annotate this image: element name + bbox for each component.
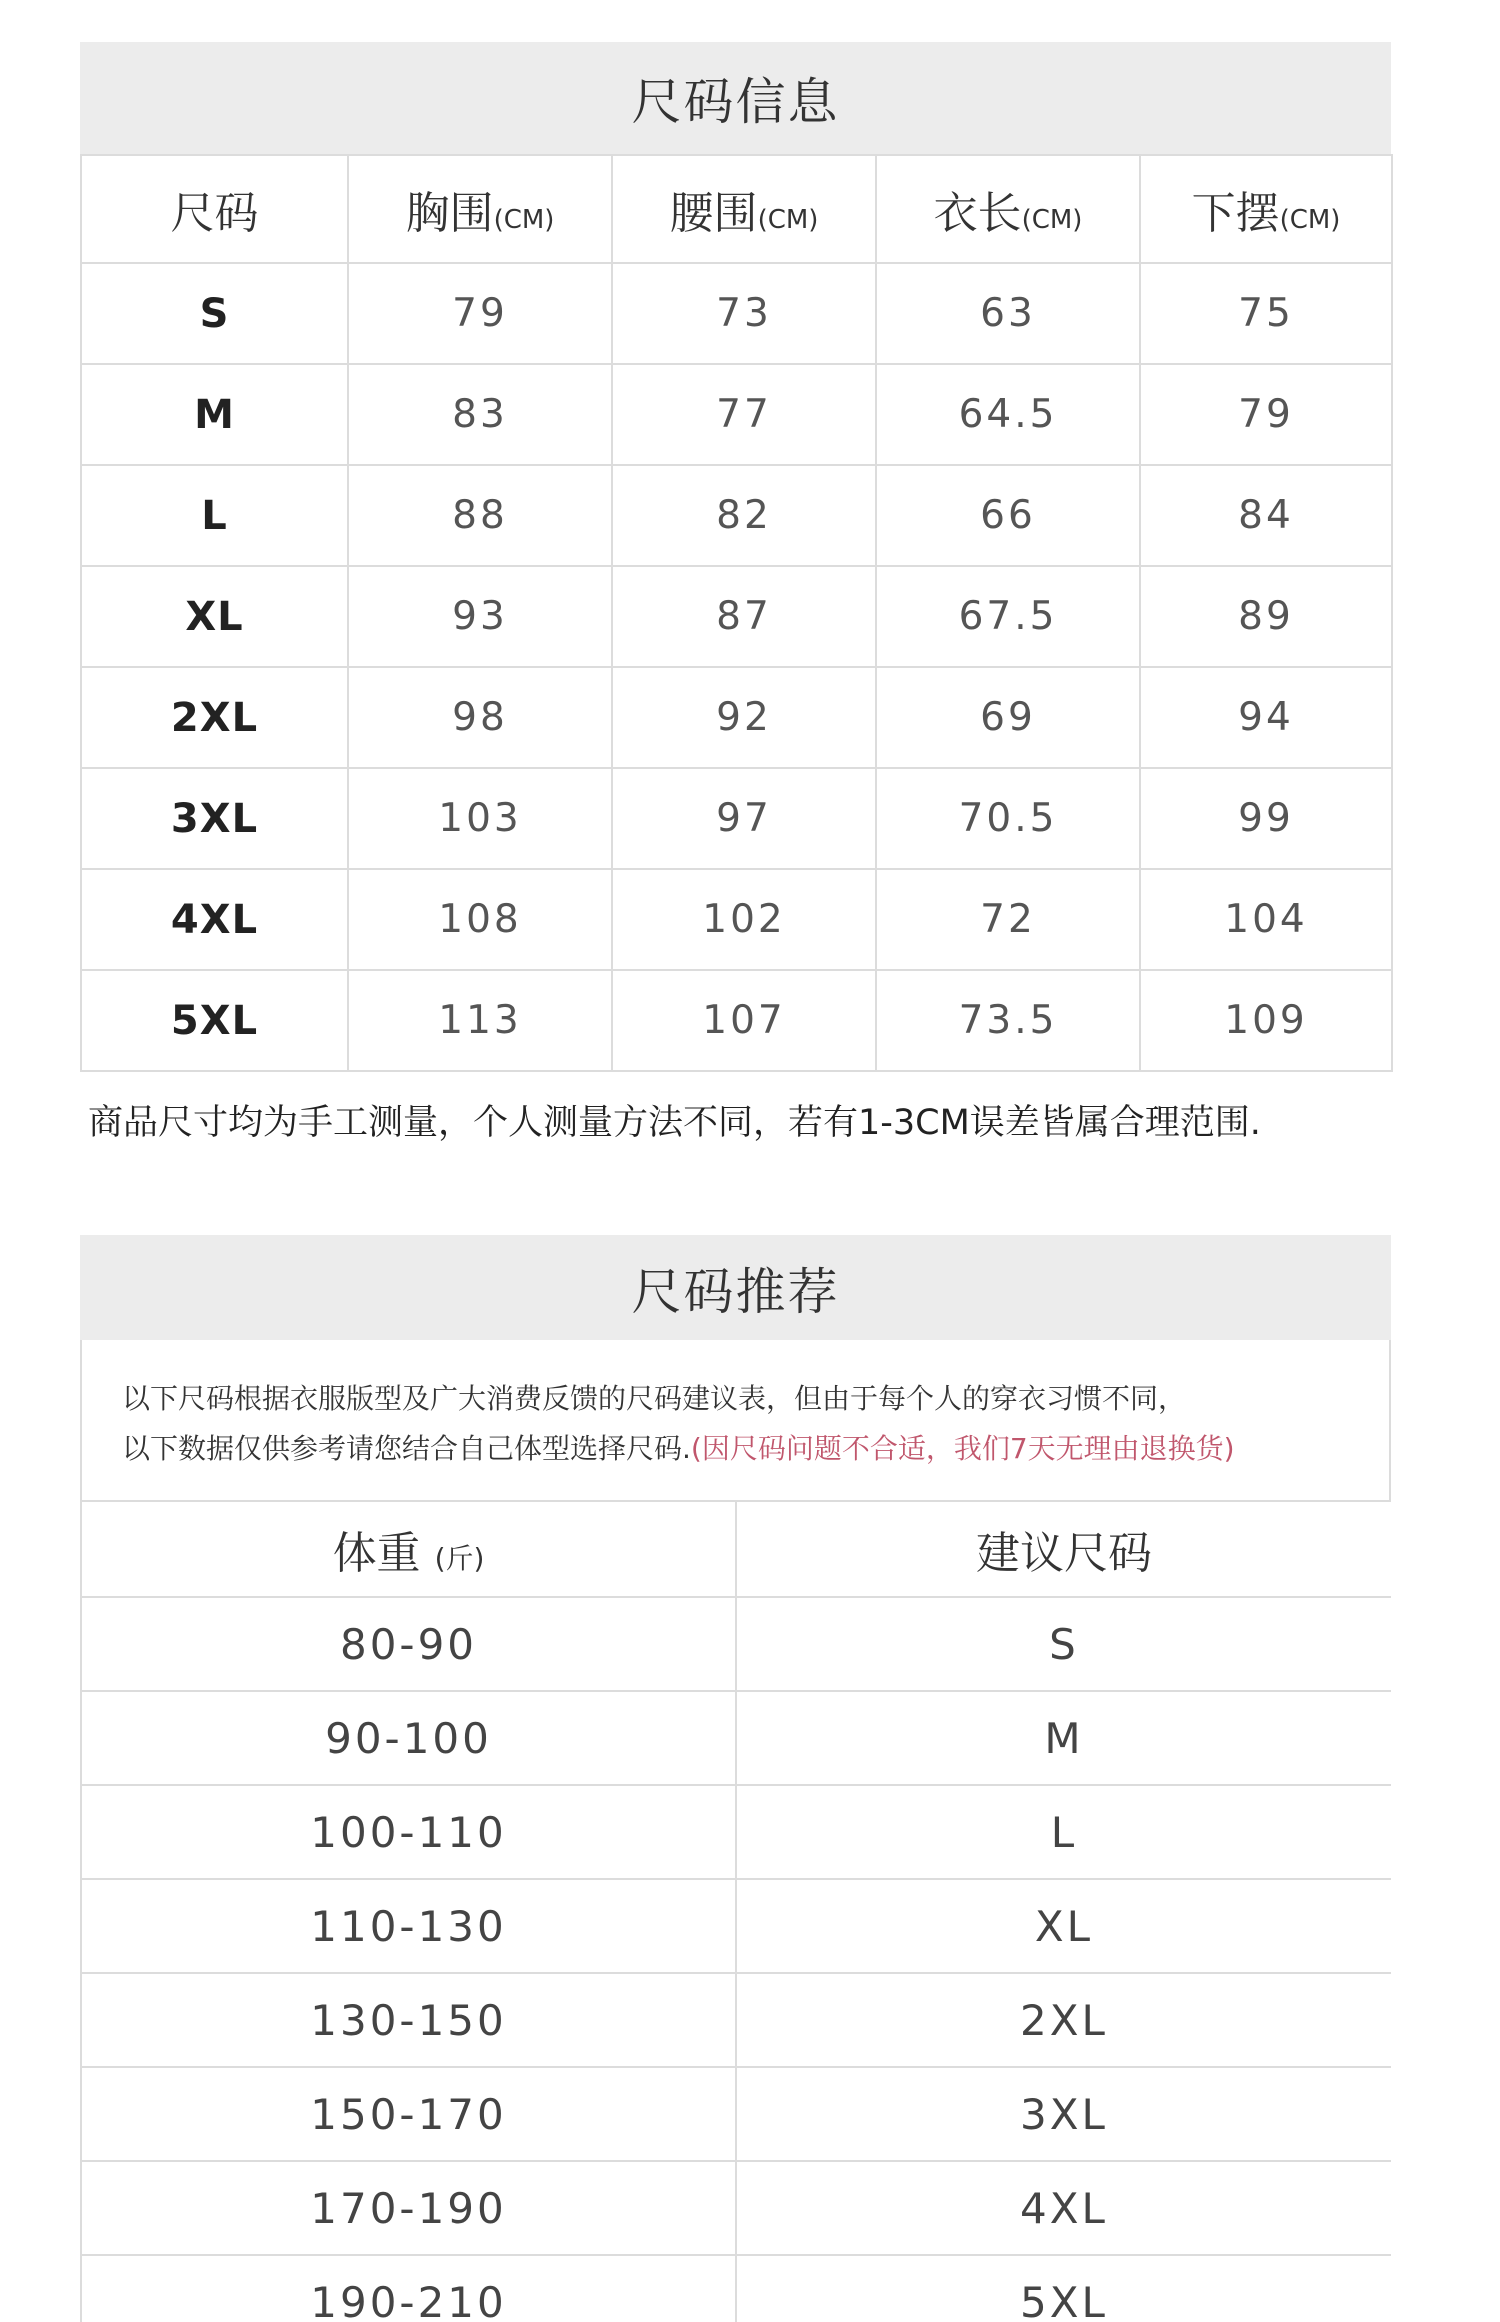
header-label: 腰围 <box>669 188 758 239</box>
size-info-table <box>80 154 1393 1072</box>
measurement-cell: 70.5 <box>876 768 1140 869</box>
suggested-size-cell: L <box>736 1785 1391 1879</box>
table-row <box>81 1691 1391 1785</box>
suggested-size-cell: M <box>736 1691 1391 1785</box>
header-label: 建议尺码 <box>976 1528 1152 1579</box>
measurement-cell: 72 <box>876 869 1140 970</box>
measurement-cell: 97 <box>612 768 876 869</box>
header-length <box>876 155 1140 263</box>
measurement-cell: 93 <box>348 566 612 667</box>
weight-range-cell: 80-90 <box>81 1597 736 1691</box>
size-info-panel <box>80 42 1391 1064</box>
table-row <box>81 1973 1391 2067</box>
header-weight <box>81 1501 736 1597</box>
table-row <box>81 768 1392 869</box>
weight-range-cell: 100-110 <box>81 1785 736 1879</box>
size-cell: 5XL <box>81 970 348 1071</box>
measurement-cell: 79 <box>1140 364 1392 465</box>
header-label: 体重 <box>332 1528 421 1579</box>
measurement-cell: 63 <box>876 263 1140 364</box>
size-cell: XL <box>81 566 348 667</box>
header-size <box>81 155 348 263</box>
size-recommend-panel <box>80 1235 1391 2322</box>
size-cell: S <box>81 263 348 364</box>
measurement-cell: 99 <box>1140 768 1392 869</box>
recommend-description-line2 <box>122 1424 1389 1474</box>
weight-range-cell: 170-190 <box>81 2161 736 2255</box>
measurement-cell: 73.5 <box>876 970 1140 1071</box>
size-cell: 2XL <box>81 667 348 768</box>
measurement-cell: 102 <box>612 869 876 970</box>
measurement-cell: 103 <box>348 768 612 869</box>
size-cell: L <box>81 465 348 566</box>
recommend-description-line1: 以下尺码根据衣服版型及广大消费反馈的尺码建议表，但由于每个人的穿衣习惯不同， <box>122 1382 1187 1415</box>
measurement-cell: 82 <box>612 465 876 566</box>
measurement-cell: 88 <box>348 465 612 566</box>
suggested-size-cell: 3XL <box>736 2067 1391 2161</box>
size-recommend-table <box>80 1500 1391 2322</box>
size-info-title: 尺码信息 <box>80 42 1391 154</box>
measurement-cell: 98 <box>348 667 612 768</box>
measurement-cell: 67.5 <box>876 566 1140 667</box>
measurement-cell: 84 <box>1140 465 1392 566</box>
measurement-cell: 107 <box>612 970 876 1071</box>
measurement-cell: 73 <box>612 263 876 364</box>
table-row <box>81 465 1392 566</box>
header-unit: (斤) <box>434 1542 485 1575</box>
measurement-cell: 92 <box>612 667 876 768</box>
measurement-cell: 113 <box>348 970 612 1071</box>
return-policy-note: (因尺码问题不合适，我们7天无理由退换货) <box>690 1432 1235 1465</box>
table-row <box>81 667 1392 768</box>
table-row <box>81 2067 1391 2161</box>
weight-range-cell: 130-150 <box>81 1973 736 2067</box>
weight-range-cell: 90-100 <box>81 1691 736 1785</box>
measurement-cell: 66 <box>876 465 1140 566</box>
recommend-description <box>80 1340 1391 1500</box>
table-row <box>81 970 1392 1071</box>
size-info-header-row <box>81 155 1392 263</box>
header-waist <box>612 155 876 263</box>
table-row <box>81 364 1392 465</box>
header-label: 衣长 <box>933 188 1022 239</box>
measurement-cell: 89 <box>1140 566 1392 667</box>
suggested-size-cell: 2XL <box>736 1973 1391 2067</box>
header-chest <box>348 155 612 263</box>
measurement-cell: 104 <box>1140 869 1392 970</box>
measurement-cell: 75 <box>1140 263 1392 364</box>
measurement-cell: 77 <box>612 364 876 465</box>
table-row <box>81 263 1392 364</box>
recommend-header-row <box>81 1501 1391 1597</box>
header-unit: (CM) <box>493 205 555 235</box>
description-text: 以下数据仅供参考请您结合自己体型选择尺码. <box>122 1432 691 1465</box>
measurement-cell: 79 <box>348 263 612 364</box>
table-row <box>81 1597 1391 1691</box>
table-row <box>81 2255 1391 2322</box>
size-cell: M <box>81 364 348 465</box>
weight-range-cell: 190-210 <box>81 2255 736 2322</box>
table-row <box>81 1879 1391 1973</box>
table-row <box>81 1785 1391 1879</box>
table-row <box>81 2161 1391 2255</box>
header-unit: (CM) <box>1021 205 1083 235</box>
table-row <box>81 869 1392 970</box>
header-label: 下摆 <box>1191 188 1280 239</box>
size-cell: 3XL <box>81 768 348 869</box>
measurement-cell: 108 <box>348 869 612 970</box>
measurement-cell: 87 <box>612 566 876 667</box>
header-unit: (CM) <box>1279 205 1341 235</box>
weight-range-cell: 150-170 <box>81 2067 736 2161</box>
header-unit: (CM) <box>757 205 819 235</box>
header-label: 胸围 <box>405 188 494 239</box>
measurement-cell: 64.5 <box>876 364 1140 465</box>
suggested-size-cell: XL <box>736 1879 1391 1973</box>
suggested-size-cell: S <box>736 1597 1391 1691</box>
measurement-cell: 69 <box>876 667 1140 768</box>
measurement-cell: 109 <box>1140 970 1392 1071</box>
measurement-note: 商品尺寸均为手工测量，个人测量方法不同，若有1-3CM误差皆属合理范围. <box>88 1103 1261 1143</box>
measurement-cell: 83 <box>348 364 612 465</box>
header-label: 尺码 <box>170 188 259 239</box>
measurement-cell: 94 <box>1140 667 1392 768</box>
weight-range-cell: 110-130 <box>81 1879 736 1973</box>
table-row <box>81 566 1392 667</box>
suggested-size-cell: 4XL <box>736 2161 1391 2255</box>
header-suggested-size <box>736 1501 1391 1597</box>
size-recommend-title: 尺码推荐 <box>80 1235 1391 1340</box>
header-hem <box>1140 155 1392 263</box>
size-cell: 4XL <box>81 869 348 970</box>
suggested-size-cell: 5XL <box>736 2255 1391 2322</box>
